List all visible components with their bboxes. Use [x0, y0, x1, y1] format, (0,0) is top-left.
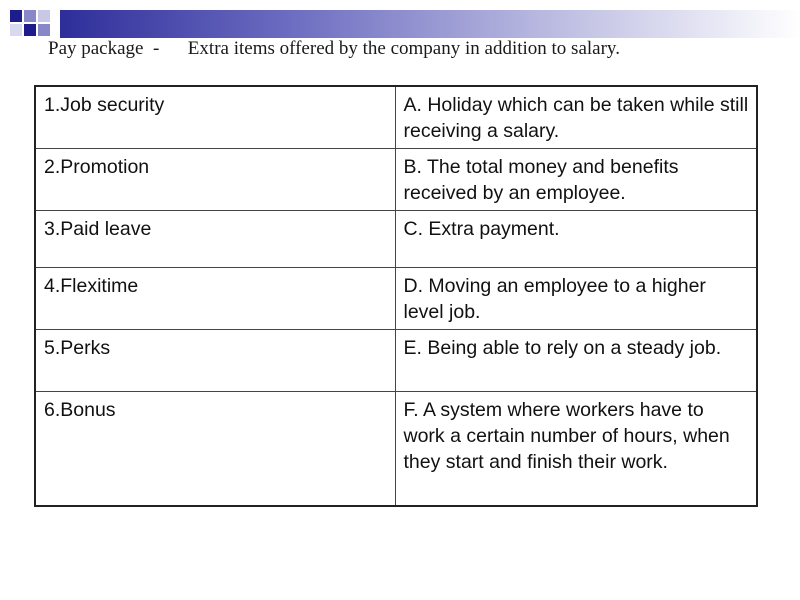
term-cell: 5.Perks: [35, 330, 395, 392]
decorative-square: [10, 24, 22, 36]
term-cell: 6.Bonus: [35, 392, 395, 506]
table-row: [35, 211, 757, 268]
slide-title: Pay package - Extra items offered by the company in addition to salary.: [48, 38, 620, 59]
decorative-square: [38, 10, 50, 22]
decorative-square: [10, 10, 22, 22]
header-gradient-bar: [60, 10, 800, 38]
term-cell: 4.Flexitime: [35, 268, 395, 330]
definition-cell: F. A system where workers have to work a certain number of hours, when they start and finish their work.: [395, 392, 757, 506]
definition-cell: A. Holiday which can be taken while still receiving a salary.: [395, 86, 757, 149]
table-row: [35, 392, 757, 506]
term-cell: 1.Job security: [35, 86, 395, 149]
table-row: [35, 149, 757, 211]
term-cell: 3.Paid leave: [35, 211, 395, 268]
definition-cell: B. The total money and benefits received by an employee.: [395, 149, 757, 211]
definition-cell: D. Moving an employee to a higher level job.: [395, 268, 757, 330]
decorative-square: [24, 10, 36, 22]
matching-table: [34, 85, 758, 507]
table-row: [35, 330, 757, 392]
table-row: [35, 268, 757, 330]
definition-cell: E. Being able to rely on a steady job.: [395, 330, 757, 392]
decorative-square: [24, 24, 36, 36]
definition-cell: C. Extra payment.: [395, 211, 757, 268]
table-row: [35, 86, 757, 149]
term-cell: 2.Promotion: [35, 149, 395, 211]
decorative-square: [38, 24, 50, 36]
